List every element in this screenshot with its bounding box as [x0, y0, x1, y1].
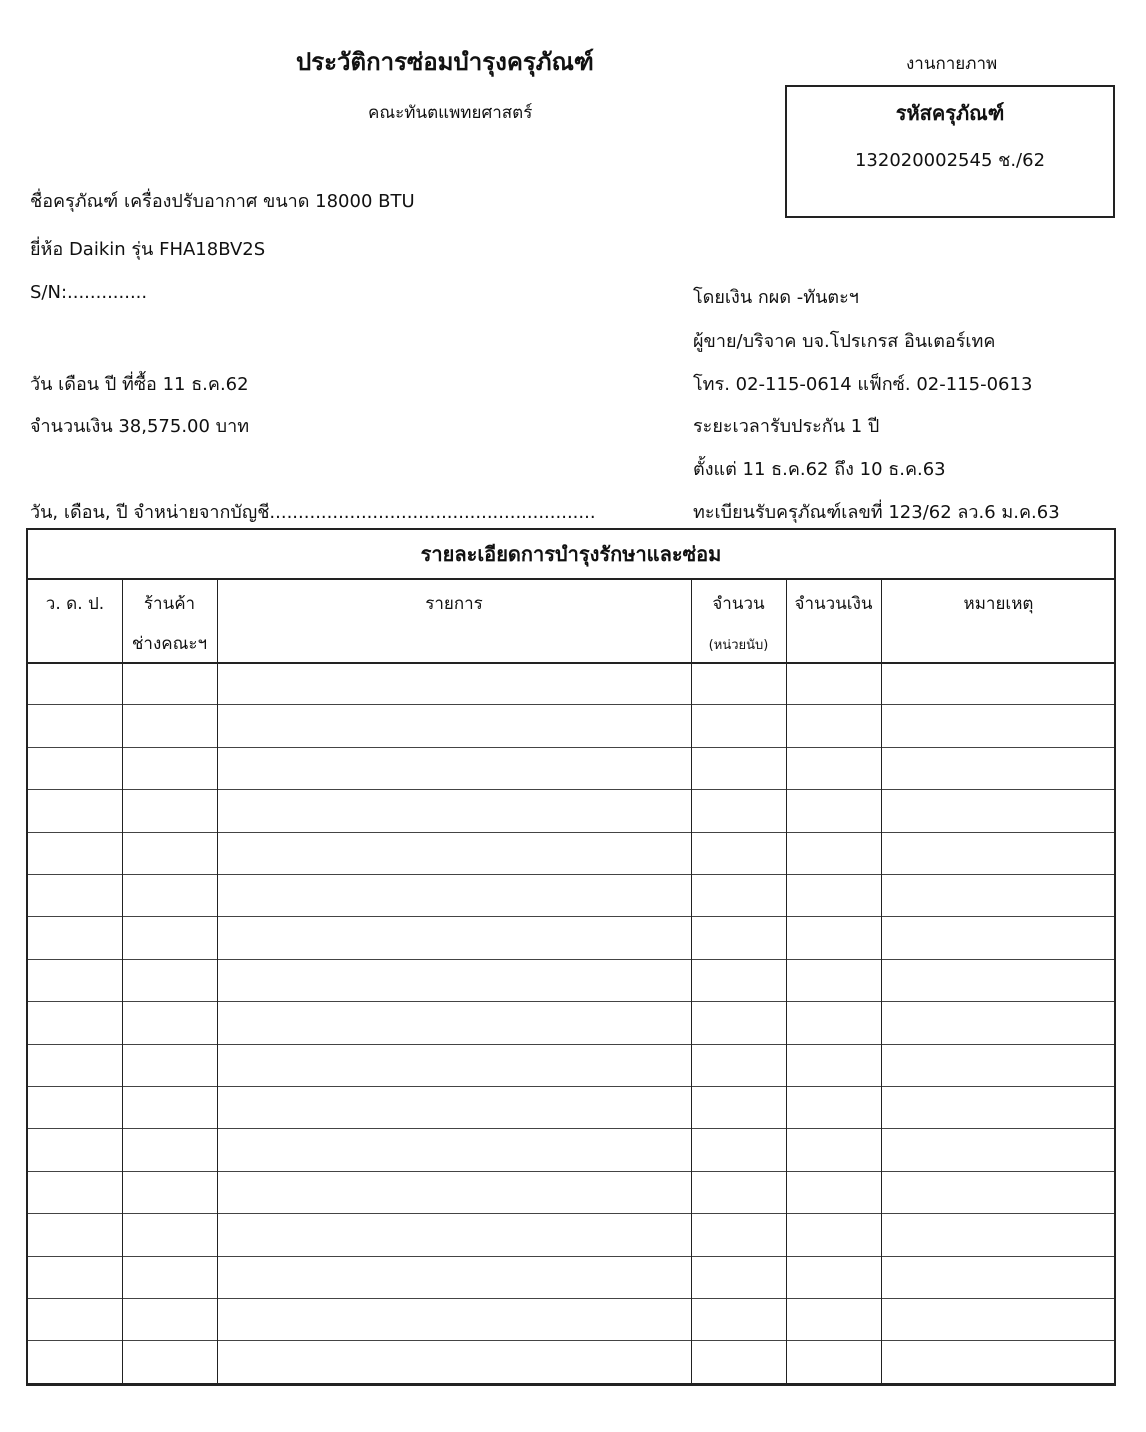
asset-code-value: 132020002545 ช./62: [854, 150, 1046, 171]
vendor-phone: โทร. 02-115-0614 แฟ็กซ์. 02-115-0613: [693, 374, 1033, 395]
disposal-date: วัน, เดือน, ปี จำหน่ายจากบัญชี.........................................................: [30, 502, 596, 523]
warranty-period: ตั้งแต่ 11 ธ.ค.62 ถึง 10 ธ.ค.63: [693, 459, 946, 480]
table-row-line: [28, 1298, 1114, 1299]
purchase-date: วัน เดือน ปี ที่ซื้อ 11 ธ.ค.62: [30, 374, 249, 395]
table-row-line: [28, 1340, 1114, 1341]
table-row-line: [28, 1128, 1114, 1129]
col-divider: [786, 578, 787, 1383]
col-header-shop: ร้านค้า: [143, 594, 196, 614]
table-row-line: [28, 1213, 1114, 1214]
table-title: รายละเอียดการบำรุงรักษาและซ่อม: [420, 542, 722, 566]
maintenance-table: [26, 528, 1116, 1386]
table-row-line: [28, 874, 1114, 875]
registration-number: ทะเบียนรับครุภัณฑ์เลขที่ 123/62 ลว.6 ม.ค.63: [693, 502, 1060, 523]
asset-name: ชื่อครุภัณฑ์ เครื่องปรับอากาศ ขนาด 18000 BTU: [30, 191, 415, 212]
col-divider: [881, 578, 882, 1383]
table-row-line: [28, 747, 1114, 748]
table-row-line: [28, 832, 1114, 833]
serial-number: S/N:..............: [30, 282, 148, 303]
col-header-shop-sub: ช่างคณะฯ: [131, 634, 208, 654]
table-row-line: [28, 1044, 1114, 1045]
title-divider: [28, 578, 1114, 580]
col-header-amount: จำนวนเงิน: [794, 594, 873, 614]
header-divider: [28, 662, 1114, 664]
col-divider: [122, 578, 123, 1383]
warranty: ระยะเวลารับประกัน 1 ปี: [693, 416, 880, 437]
funding-source: โดยเงิน กผด -ทันตะฯ: [693, 287, 859, 308]
col-divider: [217, 578, 218, 1383]
col-header-item: รายการ: [425, 594, 483, 614]
asset-code-box: [785, 85, 1115, 218]
vendor: ผู้ขาย/บริจาค บจ.โปรเกรส อินเตอร์เทค: [693, 331, 996, 352]
table-row-line: [28, 704, 1114, 705]
document-title: ประวัติการซ่อมบำรุงครุภัณฑ์: [296, 48, 594, 76]
table-row-line: [28, 959, 1114, 960]
col-divider: [691, 578, 692, 1383]
department-label: งานกายภาพ: [906, 54, 998, 74]
table-row-line: [28, 789, 1114, 790]
faculty-label: คณะทันตแพทยศาสตร์: [368, 103, 533, 123]
asset-code-label: รหัสครุภัณฑ์: [895, 101, 1005, 125]
table-row-line: [28, 1001, 1114, 1002]
asset-brand: ยี่ห้อ Daikin รุ่น FHA18BV2S: [30, 239, 266, 260]
col-header-date: ว. ด. ป.: [45, 594, 105, 614]
table-row-line: [28, 1171, 1114, 1172]
purchase-amount: จำนวนเงิน 38,575.00 บาท: [30, 416, 250, 437]
col-header-quantity-unit: (หน่วยนับ): [708, 638, 769, 653]
table-row-line: [28, 916, 1114, 917]
col-header-note: หมายเหตุ: [963, 594, 1034, 614]
col-header-quantity: จำนวน: [712, 594, 765, 614]
table-row-line: [28, 1256, 1114, 1257]
table-row-line: [28, 1086, 1114, 1087]
